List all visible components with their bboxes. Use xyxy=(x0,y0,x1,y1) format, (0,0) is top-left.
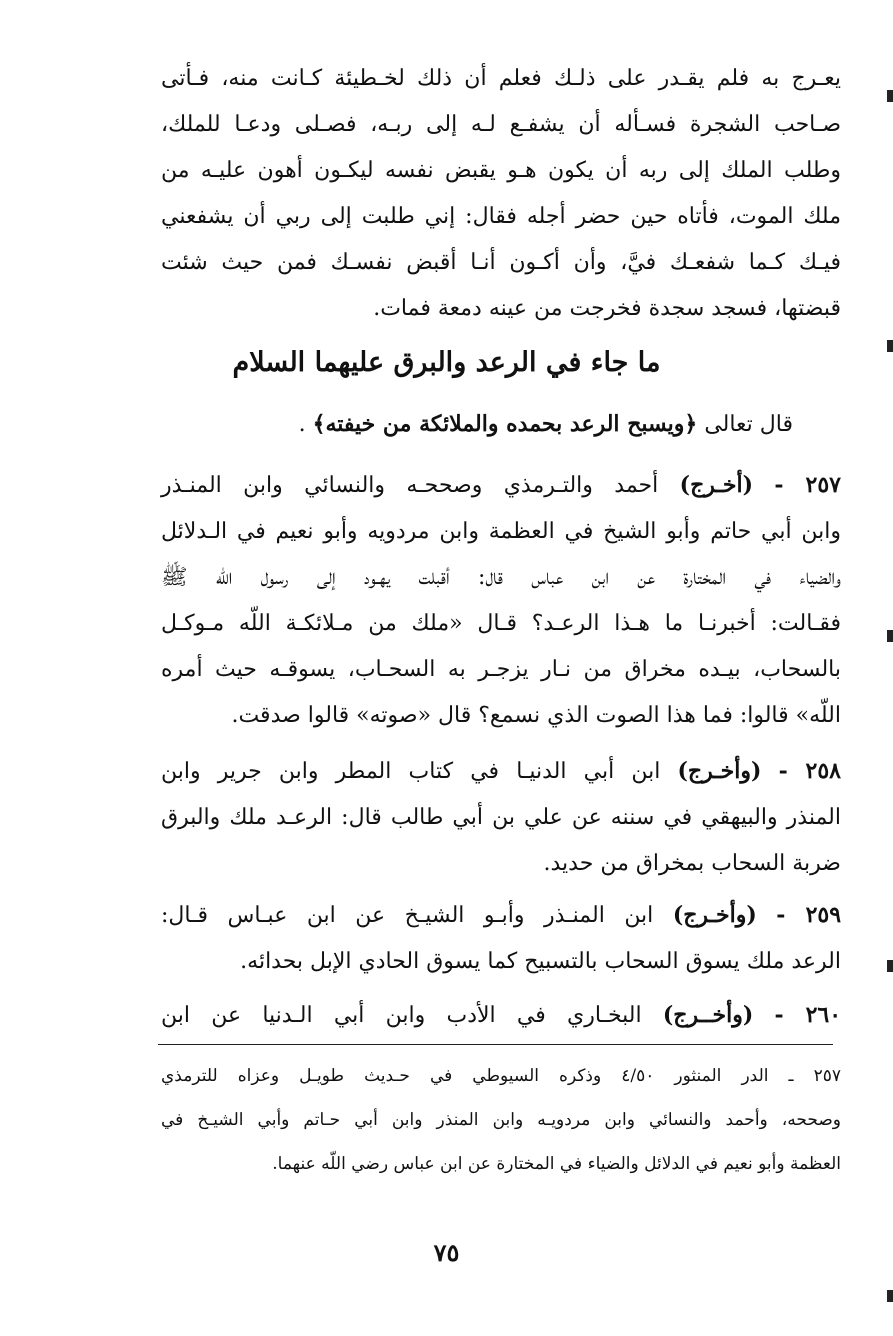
footnote-divider xyxy=(158,1044,833,1045)
entry-first-line-text: البخـاري في الأدب وابن أبي الـدنيا عن ابن xyxy=(161,1003,642,1028)
scan-edge-mark xyxy=(887,90,893,102)
entry-number: ٢٥٧ - xyxy=(774,472,841,498)
verse-quote: ﴿ويسبح الرعد بحمده والملائكة من خيفته﴾ xyxy=(312,411,698,437)
paragraph-line: ملك الموت، فأتاه حين حضر أجله فقال: إني طلبت إلى ربي أن يشفعني xyxy=(161,204,841,229)
entry-first-line-text: ابن أبي الدنيـا في كتاب المطر وابن جرير وابن xyxy=(161,759,661,784)
entry-line: وابن أبي حاتم وأبو الشيخ في العظمة وابن مردويه وأبو نعيم في الـدلائل xyxy=(161,519,841,544)
scan-edge-mark xyxy=(887,630,893,642)
scan-edge-mark xyxy=(887,1290,893,1302)
entry-first-line xyxy=(161,748,841,795)
page-number: ٧٥ xyxy=(433,1238,460,1267)
footnote xyxy=(161,1054,841,1186)
entry-line: والضياء في المختارة عن ابن عباس قال: أقبلت يهـود إلى رسول اللّه ﷺ xyxy=(161,565,841,590)
paragraph-line: وطلب الملك إلى ربه أن يكون هـو يقبض نفسه ليكـون أهون عليـه من xyxy=(161,158,841,183)
entry-first-line xyxy=(161,992,841,1039)
continuation-paragraph xyxy=(161,56,841,332)
entry-source-tag: (أخـرج) xyxy=(679,472,753,498)
paragraph-line: فيـك كـما شفعـك فيَّ، وأن أكـون أنـا أقبض نفسـك فمن حيث شئت xyxy=(161,250,841,275)
scan-edge-mark xyxy=(887,340,893,352)
section-heading: ما جاء في الرعد والبرق عليهما السلام xyxy=(232,347,661,378)
entry-258 xyxy=(161,748,841,887)
entry-first-line-text: ابن المنـذر وأبـو الشيـخ عن ابن عبـاس قـال: xyxy=(161,903,654,928)
entry-source-tag: (وأخـرج) xyxy=(677,758,762,784)
footnote-line: العظمة وأبو نعيم في الدلائل والضياء في المختارة عن ابن عباس رضي اللّه عنهما. xyxy=(272,1154,841,1174)
entry-first-line-text: أحمد والتـرمذي وصححـه والنسائي وابن المنـذر xyxy=(161,473,659,498)
paragraph-line: قبضتها، فسجد سجدة فخرجت من عينه دمعة فمات. xyxy=(373,296,841,321)
entry-first-line xyxy=(161,462,841,509)
entry-number: ٢٦٠ - xyxy=(774,1002,842,1028)
paragraph-line: يعـرج به فلم يقـدر على ذلـك فعلم أن ذلك لخـطيئة كـانت منه، فـأتى xyxy=(161,66,841,91)
entry-line: بالسحاب، بيـده مخراق من نـار يزجـر به السحـاب، يسوقـه حيث أمره xyxy=(161,657,841,682)
paragraph-line: صـاحب الشجرة فسـأله أن يشفـع لـه إلى ربـه، فصـلى ودعـا للملك، xyxy=(161,112,841,137)
entry-source-tag: (وأخـرج) xyxy=(672,902,757,928)
entry-first-line xyxy=(161,892,841,939)
entry-number: ٢٥٩ - xyxy=(776,902,842,928)
entry-line: اللّه» قالوا: فما هذا الصوت الذي نسمع؟ قال «صوته» قالوا صدقت. xyxy=(231,703,841,728)
entry-line: الرعد ملك يسوق السحاب بالتسبيح كما يسوق الحادي الإبل بحدائه. xyxy=(240,949,841,974)
entry-source-tag: (وأخــرج) xyxy=(662,1002,754,1028)
footnote-line: وصححه، وأحمد والنسائي وابن مردويـه وابن المنذر وابن أبي حـاتم وأبي الشيـخ في xyxy=(161,1110,841,1130)
scan-edge-mark xyxy=(887,960,893,972)
verse-suffix: . xyxy=(298,412,306,437)
entry-260 xyxy=(161,992,841,1039)
footnote-line: ٢٥٧ ـ الدر المنثور ٤/٥٠ وذكره السيوطي في حـديث طويـل وعزاه للترمذي xyxy=(161,1066,841,1086)
verse-line xyxy=(299,404,793,445)
verse-prefix: قال تعالى xyxy=(704,412,793,437)
entry-line: فقـالت: أخبرنـا ما هـذا الرعـد؟ قـال «ملك من مـلائكـة اللّه مـوكـل xyxy=(161,611,841,636)
entry-line: ضربة السحاب بمخراق من حديد. xyxy=(543,851,841,876)
entry-line: المنذر والبيهقي في سننه عن علي بن أبي طالب قال: الرعـد ملك والبرق xyxy=(161,805,841,830)
entry-number: ٢٥٨ - xyxy=(778,758,841,784)
entry-259 xyxy=(161,892,841,985)
entry-257 xyxy=(161,462,841,739)
